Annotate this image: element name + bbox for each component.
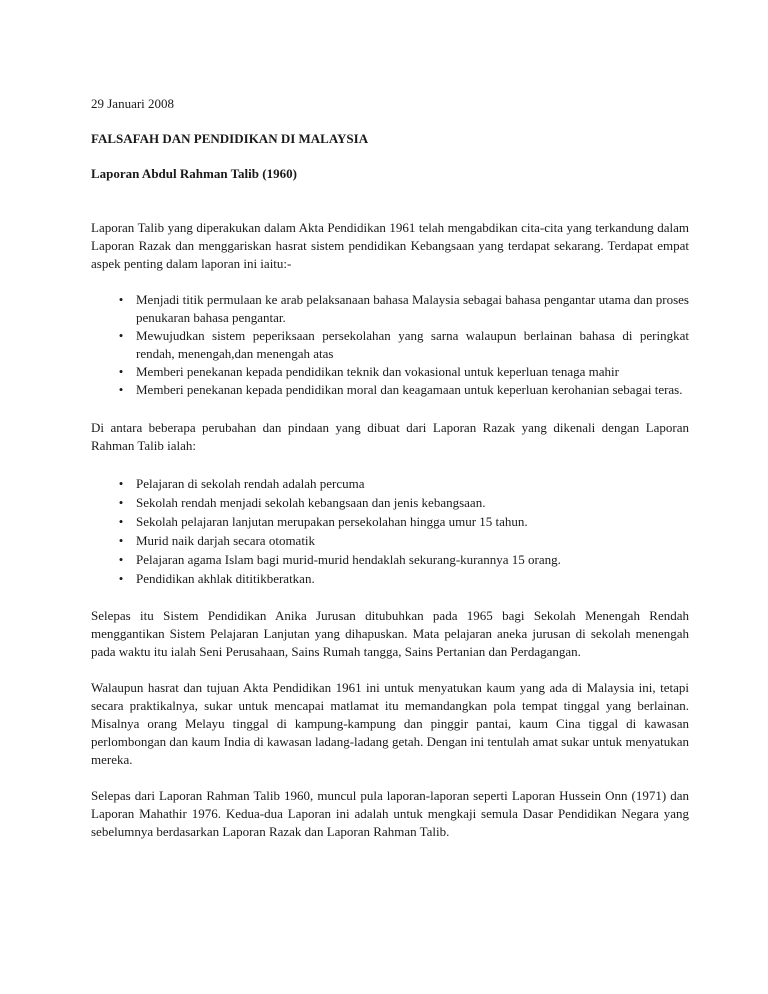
aneka-jurusan-paragraph: Selepas itu Sistem Pendidikan Anika Jurusan ditubuhkan pada 1965 bagi Sekolah Menengah Rendah menggantikan Sistem Pelajaran Lanjutan yang dihapuskan. Mata pelajaran aneka jurusan di sekolah menengah pada waktu itu ialah Seni Perusahaan, Sains Rumah tangga, Sains Pertanian dan Perdagangan. (91, 608, 689, 659)
list-item-text: Sekolah rendah menjadi sekolah kebangsaan dan jenis kebangsaan. (136, 495, 486, 510)
list-item (91, 532, 689, 550)
list-item-text: Pelajaran di sekolah rendah adalah percuma (136, 476, 365, 491)
changes-intro-paragraph: Di antara beberapa perubahan dan pindaan yang dibuat dari Laporan Razak yang dikenali dengan Laporan Rahman Talib ialah: (91, 420, 689, 453)
later-reports-paragraph: Selepas dari Laporan Rahman Talib 1960, muncul pula laporan-laporan seperti Laporan Hussein Onn (1971) dan Laporan Mahathir 1976. Kedua-dua Laporan ini adalah untuk mengkaji semula Dasar Pendidikan Negara yang sebelumnya berdasarkan Laporan Razak dan Laporan Rahman Talib. (91, 788, 689, 839)
section-heading: Laporan Abdul Rahman Talib (1960) (91, 166, 297, 181)
list-item-text: Murid naik darjah secara otomatik (136, 533, 316, 548)
bullet-icon: • (118, 514, 124, 529)
bullet-icon: • (118, 552, 124, 567)
aspects-list (91, 291, 689, 399)
bullet-icon: • (118, 533, 124, 548)
document-date: 29 Januari 2008 (91, 96, 175, 111)
list-item-text: Pelajaran agama Islam bagi murid-murid hendaklah sekurang-kurannya 15 orang. (136, 552, 561, 567)
list-item (91, 327, 689, 363)
list-item (91, 291, 689, 327)
list-item (91, 551, 689, 569)
list-item-text: Sekolah pelajaran lanjutan merupakan persekolahan hingga umur 15 tahun. (136, 514, 528, 529)
list-item-text: Memberi penekanan kepada pendidikan moral dan keagamaan untuk keperluan kerohanian sebagai teras. (136, 382, 683, 397)
bullet-icon: • (118, 495, 124, 510)
document-page (91, 95, 689, 858)
list-item (91, 513, 689, 531)
changes-list (91, 475, 689, 588)
list-item-text: Menjadi titik permulaan ke arab pelaksanaan bahasa Malaysia sebagai bahasa pengantar utama dan proses penukaran bahasa pengantar. (136, 292, 689, 325)
list-item (91, 381, 689, 399)
list-item-text: Mewujudkan sistem peperiksaan persekolahan yang sarna walaupun berlainan bahasa di peringkat rendah, menengah,dan menengah atas (136, 328, 689, 361)
bullet-icon: • (118, 364, 124, 379)
list-item (91, 494, 689, 512)
bullet-icon: • (118, 292, 124, 307)
unity-paragraph: Walaupun hasrat dan tujuan Akta Pendidikan 1961 ini untuk menyatukan kaum yang ada di Malaysia ini, tetapi secara praktikalnya, sukar untuk mencapai matlamat itu memandangkan pola tempat tinggal yang berlainan. Misalnya orang Melayu tinggal di kampung-kampung dan pinggir pantai, kaum Cina tiggal di kawasan perlombongan dan kaum India di kawasan ladang-ladang getah. Dengan ini tentulah amat sukar untuk menyatukan mereka. (91, 680, 689, 767)
list-item (91, 475, 689, 493)
list-item-text: Pendidikan akhlak dititikberatkan. (136, 571, 315, 586)
bullet-icon: • (118, 476, 124, 491)
list-item-text: Memberi penekanan kepada pendidikan teknik dan vokasional untuk keperluan tenaga mahir (136, 364, 619, 379)
intro-paragraph: Laporan Talib yang diperakukan dalam Akta Pendidikan 1961 telah mengabdikan cita-cita yang terkandung dalam Laporan Razak dan menggariskan hasrat sistem pendidikan Kebangsaan yang terdapat sekarang. Terdapat empat aspek penting dalam laporan ini iaitu:- (91, 220, 689, 271)
list-item (91, 363, 689, 381)
list-item (91, 570, 689, 588)
document-title: FALSAFAH DAN PENDIDIKAN DI MALAYSIA (91, 131, 369, 146)
bullet-icon: • (118, 571, 124, 586)
bullet-icon: • (118, 382, 124, 397)
bullet-icon: • (118, 328, 124, 343)
